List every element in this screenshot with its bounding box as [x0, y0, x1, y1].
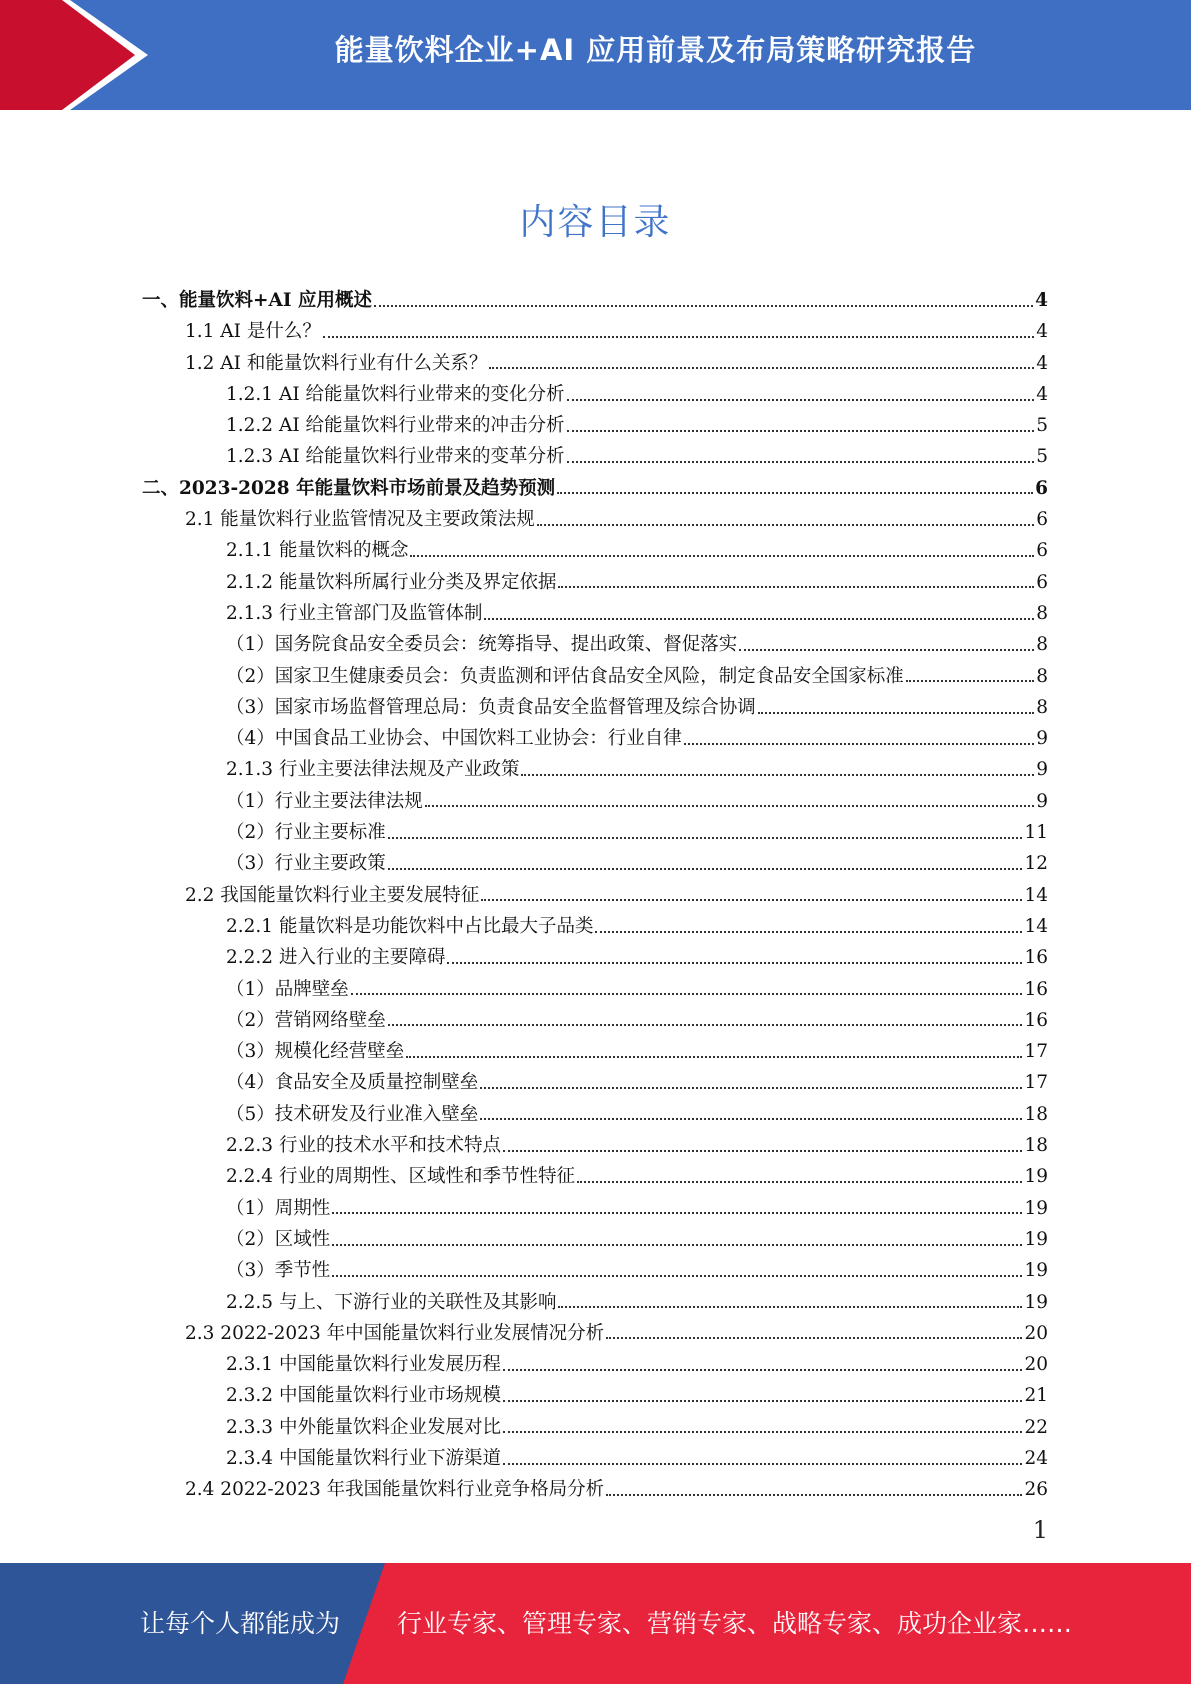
toc-entry[interactable] — [142, 504, 1048, 535]
toc-entry[interactable] — [142, 1036, 1048, 1067]
toc-entry-page: 5 — [1036, 415, 1048, 437]
report-title: 能量饮料企业+AI 应用前景及布局策略研究报告 — [334, 33, 977, 67]
toc-entry-title: 2.3.4 中国能量饮料行业下游渠道 — [226, 1447, 501, 1469]
toc-dot-leader — [606, 1494, 1022, 1496]
toc-entry-page: 17 — [1024, 1041, 1048, 1063]
toc-entry[interactable] — [142, 1067, 1048, 1098]
toc-dot-leader — [425, 805, 1034, 807]
toc-entry[interactable] — [142, 661, 1048, 692]
toc-entry[interactable] — [142, 410, 1048, 441]
toc-entry-title: （3）季节性 — [226, 1260, 331, 1282]
toc-dot-leader — [684, 743, 1034, 745]
toc-entry-page: 6 — [1036, 571, 1048, 593]
toc-dot-leader — [374, 305, 1033, 307]
toc-entry-page: 9 — [1036, 790, 1048, 812]
toc-entry[interactable] — [142, 1255, 1048, 1286]
toc-dot-leader — [332, 1212, 1022, 1214]
toc-dot-leader — [906, 680, 1034, 682]
toc-entry[interactable] — [142, 880, 1048, 911]
toc-dot-leader — [577, 1181, 1022, 1183]
toc-entry-title: 1.2.1 AI 给能量饮料行业带来的变化分析 — [226, 383, 565, 405]
toc-dot-leader — [484, 618, 1034, 620]
toc-entry-title: 2.1.3 行业主要法律法规及产业政策 — [226, 759, 520, 781]
toc-entry-page: 8 — [1036, 634, 1048, 656]
toc-entry-title: 1.2.3 AI 给能量饮料行业带来的变革分析 — [226, 446, 565, 468]
toc-entry-title: （1）国务院食品安全委员会：统筹指导、提出政策、督促落实 — [226, 634, 738, 656]
toc-dot-leader — [739, 649, 1034, 651]
toc-entry-page: 8 — [1036, 665, 1048, 687]
toc-entry[interactable] — [142, 441, 1048, 472]
toc-entry[interactable] — [142, 379, 1048, 410]
toc-entry-title: （3）行业主要政策 — [226, 853, 386, 875]
toc-entry-page: 19 — [1024, 1197, 1048, 1219]
toc-entry-page: 19 — [1024, 1260, 1048, 1282]
toc-entry[interactable] — [142, 473, 1048, 504]
toc-entry-title: 2.1 能量饮料行业监管情况及主要政策法规 — [185, 509, 535, 531]
toc-entry-title: （5）技术研发及行业准入壁垒 — [226, 1103, 479, 1125]
toc-dot-leader — [567, 430, 1035, 432]
toc-entry[interactable] — [142, 1318, 1048, 1349]
toc-entry-title: 2.4 2022-2023 年我国能量饮料行业竞争格局分析 — [185, 1479, 605, 1501]
toc-entry[interactable] — [142, 911, 1048, 942]
toc-entry[interactable] — [142, 1380, 1048, 1411]
toc-entry[interactable] — [142, 942, 1048, 973]
toc-entry-page: 6 — [1036, 509, 1048, 531]
toc-dot-leader — [595, 931, 1022, 933]
toc-entry-page: 19 — [1024, 1166, 1048, 1188]
toc-entry-title: （4）食品安全及质量控制壁垒 — [226, 1072, 479, 1094]
toc-entry[interactable] — [142, 1287, 1048, 1318]
toc-entry-title: 2.2 我国能量饮料行业主要发展特征 — [185, 884, 480, 906]
toc-dot-leader — [447, 962, 1022, 964]
footer-slogan-left: 让每个人都能成为 — [140, 1609, 341, 1638]
toc-entry[interactable] — [142, 786, 1048, 817]
toc-entry-title: 2.3.3 中外能量饮料企业发展对比 — [226, 1416, 501, 1438]
toc-entry[interactable] — [142, 598, 1048, 629]
toc-entry-title: （1）行业主要法律法规 — [226, 790, 423, 812]
toc-entry[interactable] — [142, 629, 1048, 660]
toc-entry-title: 2.1.1 能量饮料的概念 — [226, 540, 409, 562]
toc-entry[interactable] — [142, 1193, 1048, 1224]
toc-entry-page: 22 — [1024, 1416, 1048, 1438]
toc-entry-title: 2.3.2 中国能量饮料行业市场规模 — [226, 1385, 501, 1407]
toc-entry[interactable] — [142, 1161, 1048, 1192]
toc-dot-leader — [503, 1150, 1022, 1152]
toc-entry-title: （2）国家卫生健康委员会：负责监测和评估食品安全风险，制定食品安全国家标准 — [226, 665, 904, 687]
toc-dot-leader — [480, 1087, 1022, 1089]
toc-entry-page: 16 — [1024, 978, 1048, 1000]
toc-heading: 内容目录 — [519, 202, 672, 243]
toc-entry-page: 5 — [1036, 446, 1048, 468]
toc-dot-leader — [480, 1118, 1022, 1120]
toc-entry-page: 4 — [1036, 383, 1048, 405]
toc-entry[interactable] — [142, 817, 1048, 848]
toc-entry-title: （1）周期性 — [226, 1197, 331, 1219]
toc-entry[interactable] — [142, 535, 1048, 566]
toc-entry-title: （1）品牌壁垒 — [226, 978, 349, 1000]
toc-entry-page: 26 — [1024, 1479, 1048, 1501]
toc-entry-title: 2.2.1 能量饮料是功能饮料中占比最大子品类 — [226, 915, 594, 937]
toc-dot-leader — [606, 1337, 1022, 1339]
footer-slogan-right: 行业专家、管理专家、营销专家、战略专家、成功企业家…… — [397, 1609, 1073, 1638]
toc-dot-leader — [503, 1400, 1022, 1402]
toc-entry-title: 1.2.2 AI 给能量饮料行业带来的冲击分析 — [226, 415, 565, 437]
toc-entry-title: （2）区域性 — [226, 1228, 331, 1250]
toc-entry[interactable] — [142, 348, 1048, 379]
toc-entry-title: 2.2.5 与上、下游行业的关联性及其影响 — [226, 1291, 557, 1313]
toc-dot-leader — [323, 336, 1034, 338]
page-number: 1 — [1032, 1516, 1048, 1544]
toc-entry-title: 2.2.2 进入行业的主要障碍 — [226, 947, 446, 969]
toc-entry-page: 12 — [1024, 853, 1048, 875]
toc-entry[interactable] — [142, 723, 1048, 754]
toc-entry[interactable] — [142, 1349, 1048, 1380]
toc-entry-page: 4 — [1036, 321, 1048, 343]
toc-dot-leader — [758, 712, 1034, 714]
toc-entry-page: 14 — [1024, 915, 1048, 937]
toc-dot-leader — [351, 993, 1023, 995]
toc-dot-leader — [557, 492, 1033, 494]
toc-dot-leader — [481, 899, 1022, 901]
toc-entry-page: 8 — [1036, 602, 1048, 624]
toc-entry[interactable] — [142, 1224, 1048, 1255]
toc-entry-page: 21 — [1024, 1385, 1048, 1407]
toc-entry-page: 4 — [1035, 290, 1048, 311]
toc-entry-title: 二、2023-2028 年能量饮料市场前景及趋势预测 — [142, 477, 556, 499]
toc-entry-title: （2）行业主要标准 — [226, 822, 386, 844]
toc-entry-page: 4 — [1036, 352, 1048, 374]
toc-dot-leader — [406, 1056, 1022, 1058]
toc-dot-leader — [567, 461, 1035, 463]
toc-dot-leader — [332, 1244, 1022, 1246]
toc-entry[interactable] — [142, 848, 1048, 879]
toc-entry-title: 2.3 2022-2023 年中国能量饮料行业发展情况分析 — [185, 1322, 605, 1344]
toc-dot-leader — [537, 524, 1034, 526]
toc-dot-leader — [388, 1024, 1023, 1026]
toc-dot-leader — [332, 1275, 1022, 1277]
toc-entry-page: 9 — [1036, 759, 1048, 781]
toc-entry[interactable] — [142, 1099, 1048, 1130]
toc-entry[interactable] — [142, 1005, 1048, 1036]
toc-dot-leader — [388, 837, 1023, 839]
toc-dot-leader — [388, 868, 1023, 870]
toc-entry[interactable] — [142, 1412, 1048, 1443]
toc-entry-title: 2.3.1 中国能量饮料行业发展历程 — [226, 1354, 501, 1376]
toc-dot-leader — [503, 1431, 1022, 1433]
toc-dot-leader — [521, 774, 1034, 776]
toc-entry-title: 一、能量饮料+AI 应用概述 — [142, 290, 372, 311]
toc-entry-page: 17 — [1024, 1072, 1048, 1094]
toc-entry-page: 16 — [1024, 947, 1048, 969]
page-header — [0, 0, 1191, 110]
toc-entry-page: 8 — [1036, 696, 1048, 718]
toc-entry[interactable] — [142, 754, 1048, 785]
toc-dot-leader — [503, 1463, 1022, 1465]
toc-entry-title: 2.2.4 行业的周期性、区域性和季节性特征 — [226, 1166, 575, 1188]
toc-entry-title: （4）中国食品工业协会、中国饮料工业协会：行业自律 — [226, 728, 682, 750]
toc-entry-page: 24 — [1024, 1447, 1048, 1469]
toc-entry-title: （2）营销网络壁垒 — [226, 1009, 386, 1031]
toc-entry-page: 18 — [1024, 1135, 1048, 1157]
toc-entry-page: 19 — [1024, 1291, 1048, 1313]
toc-entry-page: 20 — [1024, 1354, 1048, 1376]
toc-dot-leader — [558, 586, 1034, 588]
toc-entry-title: 1.2 AI 和能量饮料行业有什么关系？ — [185, 352, 488, 374]
toc-entry-title: （3）国家市场监督管理总局：负责食品安全监督管理及综合协调 — [226, 696, 756, 718]
toc-entry-page: 6 — [1036, 540, 1048, 562]
toc-entry-page: 18 — [1024, 1103, 1048, 1125]
toc-dot-leader — [503, 1369, 1022, 1371]
table-of-contents — [142, 285, 1048, 1506]
toc-entry-page: 14 — [1024, 884, 1048, 906]
toc-entry-title: 2.2.3 行业的技术水平和技术特点 — [226, 1135, 501, 1157]
toc-entry-title: 2.1.3 行业主管部门及监管体制 — [226, 602, 483, 624]
toc-entry-page: 16 — [1024, 1009, 1048, 1031]
toc-entry-title: （3）规模化经营壁垒 — [226, 1041, 405, 1063]
toc-dot-leader — [558, 1306, 1022, 1308]
toc-entry[interactable] — [142, 974, 1048, 1005]
toc-entry[interactable] — [142, 1443, 1048, 1474]
toc-entry-title: 2.1.2 能量饮料所属行业分类及界定依据 — [226, 571, 557, 593]
toc-entry-page: 6 — [1035, 477, 1048, 499]
toc-entry[interactable] — [142, 1474, 1048, 1505]
toc-entry-page: 11 — [1024, 822, 1048, 844]
toc-entry-page: 20 — [1024, 1322, 1048, 1344]
toc-dot-leader — [489, 367, 1034, 369]
page-footer — [0, 1563, 1191, 1684]
toc-entry-page: 19 — [1024, 1228, 1048, 1250]
toc-entry[interactable] — [142, 692, 1048, 723]
toc-entry-page: 9 — [1036, 728, 1048, 750]
toc-dot-leader — [567, 399, 1035, 401]
toc-dot-leader — [410, 555, 1034, 557]
toc-entry-title: 1.1 AI 是什么？ — [185, 321, 321, 343]
toc-entry[interactable] — [142, 1130, 1048, 1161]
toc-entry[interactable] — [142, 316, 1048, 347]
toc-entry[interactable] — [142, 567, 1048, 598]
toc-entry[interactable] — [142, 285, 1048, 316]
